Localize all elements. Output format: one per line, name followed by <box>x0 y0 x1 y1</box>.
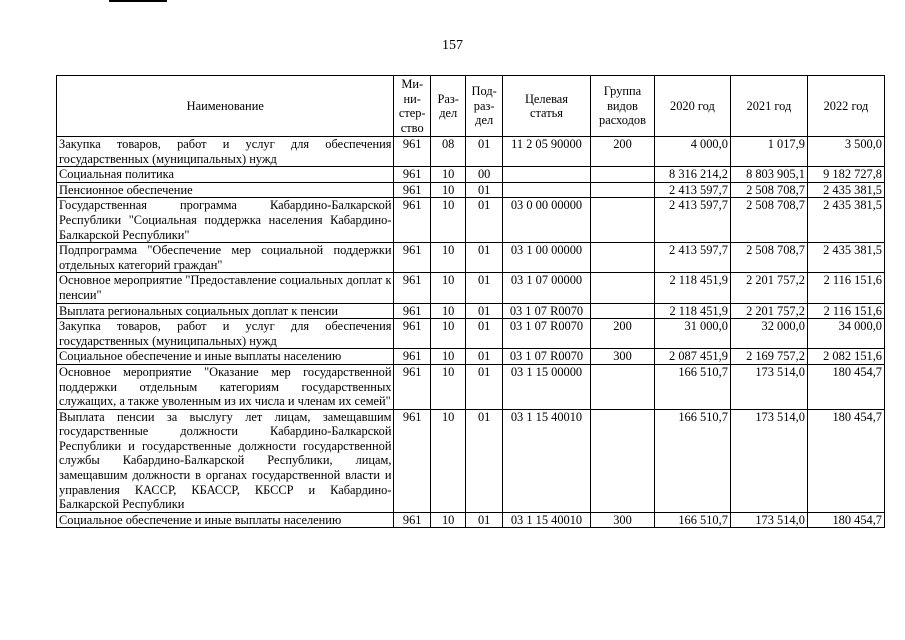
table-row <box>57 167 885 183</box>
row-value-2020-cell: 31 000,0 <box>654 319 730 349</box>
header-ministry: Ми- ни- стер- ство <box>394 76 430 137</box>
row-section-cell: 10 <box>430 243 465 273</box>
row-subsection-cell: 00 <box>466 167 502 183</box>
table-row <box>57 303 885 319</box>
row-name-cell: Подпрограмма "Обеспечение мер социальной поддержки отдельных категорий граждан" <box>57 243 394 273</box>
row-subsection-cell: 01 <box>466 319 502 349</box>
table-row <box>57 512 885 528</box>
row-value-2021-cell: 2 508 708,7 <box>730 198 807 243</box>
header-section: Раз- дел <box>430 76 465 137</box>
row-ministry-cell: 961 <box>394 243 430 273</box>
row-target-article-cell: 11 2 05 90000 <box>502 137 590 167</box>
row-ministry-cell: 961 <box>394 512 430 528</box>
row-value-2022-cell: 180 454,7 <box>807 512 884 528</box>
row-section-cell: 10 <box>430 303 465 319</box>
row-expense-group-cell: 300 <box>591 512 655 528</box>
row-name-cell: Закупка товаров, работ и услуг для обеспечения государственных (муниципальных) нужд <box>57 137 394 167</box>
row-target-article-cell: 03 1 07 R0070 <box>502 319 590 349</box>
row-value-2022-cell: 2 116 151,6 <box>807 273 884 303</box>
row-name-cell: Социальное обеспечение и иные выплаты населению <box>57 349 394 365</box>
row-section-cell: 10 <box>430 512 465 528</box>
table-row <box>57 243 885 273</box>
row-value-2022-cell: 2 435 381,5 <box>807 198 884 243</box>
row-subsection-cell: 01 <box>466 512 502 528</box>
row-target-article-cell: 03 1 07 00000 <box>502 273 590 303</box>
row-value-2020-cell: 2 087 451,9 <box>654 349 730 365</box>
row-value-2022-cell: 2 435 381,5 <box>807 243 884 273</box>
header-year-2022: 2022 год <box>807 76 884 137</box>
row-value-2021-cell: 8 803 905,1 <box>730 167 807 183</box>
row-value-2022-cell: 2 082 151,6 <box>807 349 884 365</box>
top-rule-mark <box>109 0 167 6</box>
table-row <box>57 273 885 303</box>
row-ministry-cell: 961 <box>394 409 430 512</box>
row-expense-group-cell: 200 <box>591 137 655 167</box>
row-name-cell: Социальное обеспечение и иные выплаты населению <box>57 512 394 528</box>
row-value-2020-cell: 8 316 214,2 <box>654 167 730 183</box>
row-expense-group-cell: 200 <box>591 319 655 349</box>
row-value-2021-cell: 32 000,0 <box>730 319 807 349</box>
row-expense-group-cell <box>591 409 655 512</box>
row-ministry-cell: 961 <box>394 137 430 167</box>
row-value-2022-cell: 180 454,7 <box>807 409 884 512</box>
row-section-cell: 10 <box>430 273 465 303</box>
row-section-cell: 10 <box>430 167 465 183</box>
row-section-cell: 10 <box>430 319 465 349</box>
table-row <box>57 364 885 409</box>
row-name-cell: Государственная программа Кабардино-Балкарской Республики "Социальная поддержка населения Кабардино-Балкарской Республики" <box>57 198 394 243</box>
row-value-2020-cell: 2 118 451,9 <box>654 273 730 303</box>
row-value-2021-cell: 2 201 757,2 <box>730 273 807 303</box>
row-value-2020-cell: 2 118 451,9 <box>654 303 730 319</box>
row-name-cell: Основное мероприятие "Предоставление социальных доплат к пенсии" <box>57 273 394 303</box>
row-target-article-cell: 03 1 15 00000 <box>502 364 590 409</box>
row-expense-group-cell: 300 <box>591 349 655 365</box>
row-expense-group-cell <box>591 198 655 243</box>
table-body <box>57 137 885 528</box>
row-value-2022-cell: 34 000,0 <box>807 319 884 349</box>
table-row <box>57 137 885 167</box>
header-target-article: Целевая статья <box>502 76 590 137</box>
header-subsection: Под- раз- дел <box>466 76 502 137</box>
row-ministry-cell: 961 <box>394 198 430 243</box>
row-value-2021-cell: 2 508 708,7 <box>730 243 807 273</box>
row-expense-group-cell <box>591 182 655 198</box>
row-value-2022-cell: 9 182 727,8 <box>807 167 884 183</box>
table-row <box>57 349 885 365</box>
row-target-article-cell: 03 0 00 00000 <box>502 198 590 243</box>
row-value-2020-cell: 2 413 597,7 <box>654 243 730 273</box>
row-name-cell: Закупка товаров, работ и услуг для обеспечения государственных (муниципальных) нужд <box>57 319 394 349</box>
row-value-2021-cell: 173 514,0 <box>730 364 807 409</box>
row-target-article-cell: 03 1 15 40010 <box>502 409 590 512</box>
row-ministry-cell: 961 <box>394 349 430 365</box>
row-subsection-cell: 01 <box>466 409 502 512</box>
row-target-article-cell <box>502 167 590 183</box>
row-name-cell: Выплата региональных социальных доплат к пенсии <box>57 303 394 319</box>
row-subsection-cell: 01 <box>466 303 502 319</box>
row-expense-group-cell <box>591 243 655 273</box>
row-value-2022-cell: 2 116 151,6 <box>807 303 884 319</box>
row-target-article-cell: 03 1 15 40010 <box>502 512 590 528</box>
row-value-2020-cell: 2 413 597,7 <box>654 198 730 243</box>
row-target-article-cell: 03 1 07 R0070 <box>502 349 590 365</box>
row-value-2021-cell: 2 201 757,2 <box>730 303 807 319</box>
row-value-2021-cell: 2 508 708,7 <box>730 182 807 198</box>
table-row <box>57 182 885 198</box>
row-value-2021-cell: 173 514,0 <box>730 512 807 528</box>
row-name-cell: Выплата пенсии за выслугу лет лицам, замещавшим государственные должности Кабардино-Балкарской Республики и государственные должности государственной службы Кабардино-Балкарской Республики, лицам, замещавшим должности в органах государственной власти и управления КАССР, КБАССР, КБССР и Кабардино-Балкарской Республики <box>57 409 394 512</box>
row-subsection-cell: 01 <box>466 273 502 303</box>
page-number: 157 <box>442 38 463 53</box>
table-row <box>57 319 885 349</box>
row-value-2020-cell: 166 510,7 <box>654 512 730 528</box>
header-year-2020: 2020 год <box>654 76 730 137</box>
header-row <box>57 76 885 137</box>
row-value-2020-cell: 4 000,0 <box>654 137 730 167</box>
row-ministry-cell: 961 <box>394 273 430 303</box>
row-value-2021-cell: 1 017,9 <box>730 137 807 167</box>
row-ministry-cell: 961 <box>394 303 430 319</box>
row-section-cell: 08 <box>430 137 465 167</box>
row-ministry-cell: 961 <box>394 182 430 198</box>
row-subsection-cell: 01 <box>466 137 502 167</box>
row-name-cell: Социальная политика <box>57 167 394 183</box>
row-target-article-cell: 03 1 07 R0070 <box>502 303 590 319</box>
row-value-2020-cell: 166 510,7 <box>654 409 730 512</box>
row-ministry-cell: 961 <box>394 319 430 349</box>
row-expense-group-cell <box>591 167 655 183</box>
row-expense-group-cell <box>591 273 655 303</box>
row-subsection-cell: 01 <box>466 182 502 198</box>
row-ministry-cell: 961 <box>394 167 430 183</box>
row-subsection-cell: 01 <box>466 349 502 365</box>
row-expense-group-cell <box>591 303 655 319</box>
row-section-cell: 10 <box>430 182 465 198</box>
budget-table <box>56 75 885 528</box>
table-row <box>57 198 885 243</box>
row-subsection-cell: 01 <box>466 243 502 273</box>
row-expense-group-cell <box>591 364 655 409</box>
row-section-cell: 10 <box>430 349 465 365</box>
row-value-2021-cell: 2 169 757,2 <box>730 349 807 365</box>
row-value-2020-cell: 166 510,7 <box>654 364 730 409</box>
row-value-2022-cell: 2 435 381,5 <box>807 182 884 198</box>
row-section-cell: 10 <box>430 409 465 512</box>
row-target-article-cell: 03 1 00 00000 <box>502 243 590 273</box>
row-name-cell: Пенсионное обеспечение <box>57 182 394 198</box>
table-row <box>57 409 885 512</box>
row-value-2020-cell: 2 413 597,7 <box>654 182 730 198</box>
header-year-2021: 2021 год <box>730 76 807 137</box>
row-subsection-cell: 01 <box>466 198 502 243</box>
row-value-2022-cell: 180 454,7 <box>807 364 884 409</box>
row-target-article-cell <box>502 182 590 198</box>
row-value-2021-cell: 173 514,0 <box>730 409 807 512</box>
row-ministry-cell: 961 <box>394 364 430 409</box>
header-name: Наименование <box>57 76 394 137</box>
row-name-cell: Основное мероприятие "Оказание мер государственной поддержки отдельным категориям государственных служащих, а также уволенным из их числа и членам их семей" <box>57 364 394 409</box>
row-subsection-cell: 01 <box>466 364 502 409</box>
row-section-cell: 10 <box>430 198 465 243</box>
row-section-cell: 10 <box>430 364 465 409</box>
header-expense-group: Группа видов расходов <box>591 76 655 137</box>
row-value-2022-cell: 3 500,0 <box>807 137 884 167</box>
